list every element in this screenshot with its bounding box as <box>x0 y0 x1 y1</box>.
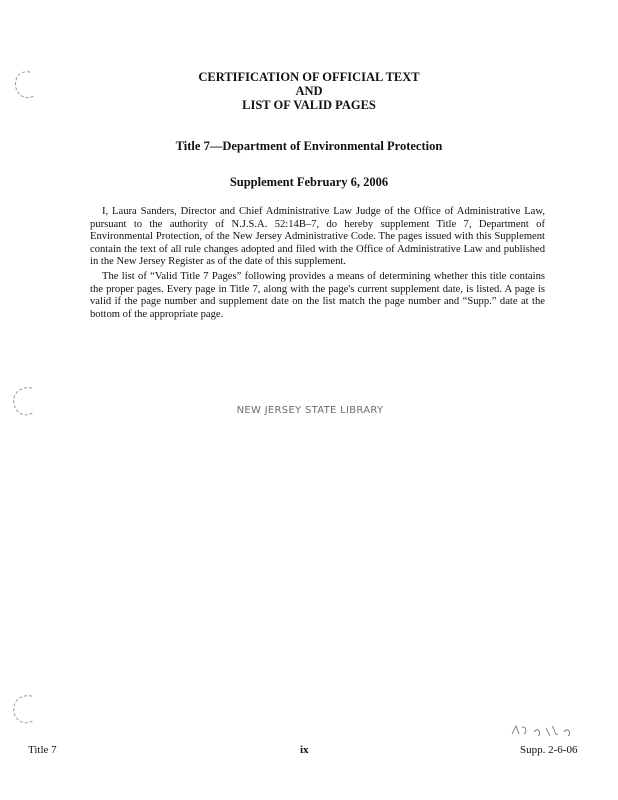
title-heading: Title 7—Department of Environmental Protection <box>175 139 443 153</box>
valid-pages-heading: LIST OF VALID PAGES <box>242 98 376 112</box>
valid-pages-paragraph: The list of “Valid Title 7 Pages” following provides a means of determining whether this title contains the proper pages. Every page in Title 7, along with the page's current supplement date, is listed. A page is valid if the page number and supplement date on the list match the page number and “Supp.” date at the bottom of the appropriate page. <box>90 271 545 320</box>
heading-and: AND <box>295 84 323 98</box>
library-stamp: NEW JERSEY STATE LIBRARY <box>236 405 384 416</box>
punch-hole-mark-middle <box>8 382 38 422</box>
certification-paragraph: I, Laura Sanders, Director and Chief Administrative Law Judge of the Office of Administrative Law, pursuant to the authority of N.J.S.A. 52:14B–7, do hereby supplement Title 7, Department of Environmental Protection, of the New Jersey Administrative Code. The pages issued with this Supplement contain the text of all rule changes adopted and filed with the Office of Administrative Law and published in the New Jersey Register as of the date of this supplement. <box>90 206 545 268</box>
footer-title: Title 7 <box>28 744 57 756</box>
supplement-date-footer: Supp. 2-6-06 <box>520 744 578 756</box>
certification-heading: CERTIFICATION OF OFFICIAL TEXT <box>198 70 420 84</box>
handwritten-initials <box>510 722 580 740</box>
punch-hole-mark-bottom <box>8 690 38 730</box>
page-number: ix <box>300 744 309 756</box>
supplement-date-heading: Supplement February 6, 2006 <box>229 175 389 189</box>
